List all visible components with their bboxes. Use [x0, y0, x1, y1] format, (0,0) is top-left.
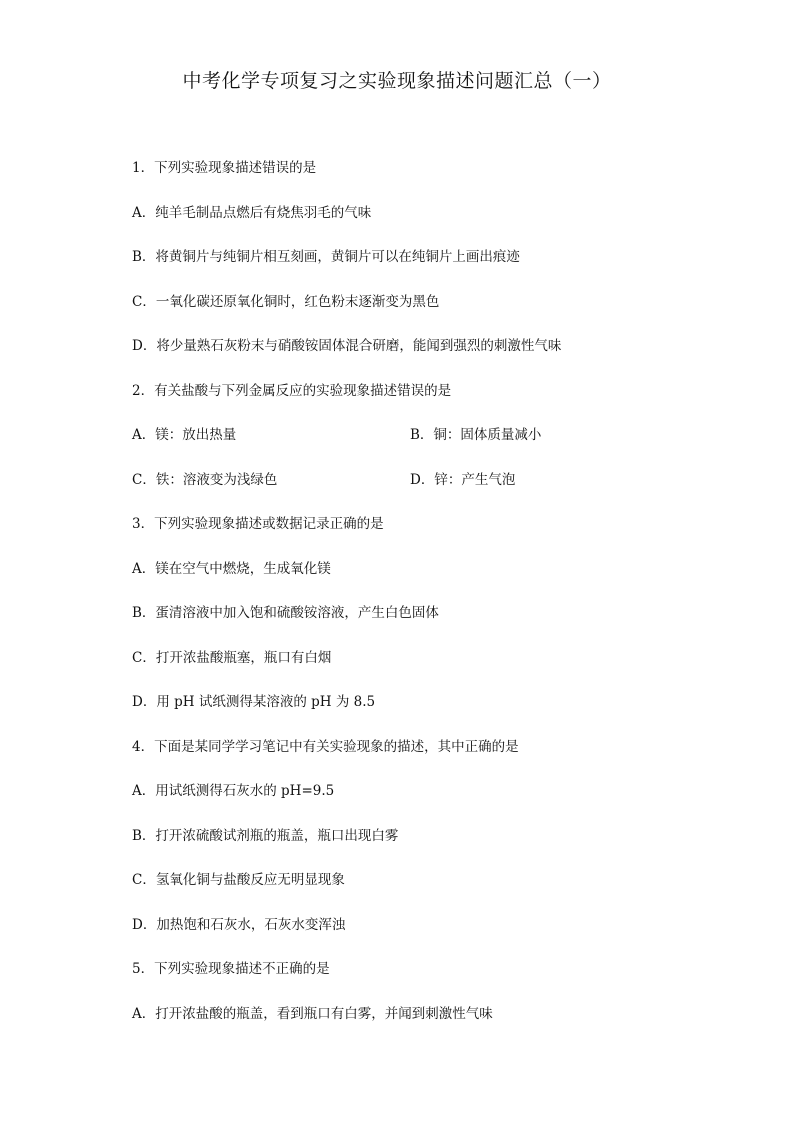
option-a: A．用试纸测得石灰水的 pH=9.5: [132, 783, 335, 799]
option-d: D．将少量熟石灰粉末与硝酸铵固体混合研磨，能闻到强烈的刺激性气味: [132, 338, 562, 354]
option-c: C．一氧化碳还原氧化铜时，红色粉末逐渐变为黑色: [132, 294, 440, 310]
question-stem: 4．下面是某同学学习笔记中有关实验现象的描述，其中正确的是: [132, 739, 519, 755]
question-stem: 2．有关盐酸与下列金属反应的实验现象描述错误的是: [132, 383, 452, 399]
option-b: B．打开浓硫酸试剂瓶的瓶盖，瓶口出现白雾: [132, 828, 399, 844]
option-c: C．氢氧化铜与盐酸反应无明显现象: [132, 872, 345, 888]
option-a: A．纯羊毛制品点燃后有烧焦羽毛的气味: [132, 205, 372, 221]
option-b: B．铜：固体质量减小: [410, 427, 542, 443]
question-stem: 3．下列实验现象描述或数据记录正确的是: [132, 516, 384, 532]
option-d: D．用 pH 试纸测得某溶液的 pH 为 8.5: [132, 694, 376, 710]
option-a: A．镁在空气中燃烧，生成氧化镁: [132, 561, 331, 577]
option-d: D．锌：产生气泡: [410, 472, 516, 488]
option-a: A．镁：放出热量: [132, 427, 237, 443]
option-b: B．将黄铜片与纯铜片相互刻画，黄铜片可以在纯铜片上画出痕迹: [132, 249, 520, 265]
option-b: B．蛋清溶液中加入饱和硫酸铵溶液，产生白色固体: [132, 605, 439, 621]
option-a: A．打开浓盐酸的瓶盖，看到瓶口有白雾，并闻到刺激性气味: [132, 1006, 493, 1022]
page-title: 中考化学专项复习之实验现象描述问题汇总（一）: [182, 70, 612, 92]
option-d: D．加热饱和石灰水，石灰水变浑浊: [132, 917, 346, 933]
option-c: C．铁：溶液变为浅绿色: [132, 472, 278, 488]
question-stem: 1．下列实验现象描述错误的是: [132, 160, 317, 176]
option-c: C．打开浓盐酸瓶塞，瓶口有白烟: [132, 650, 332, 666]
question-stem: 5．下列实验现象描述不正确的是: [132, 961, 330, 977]
